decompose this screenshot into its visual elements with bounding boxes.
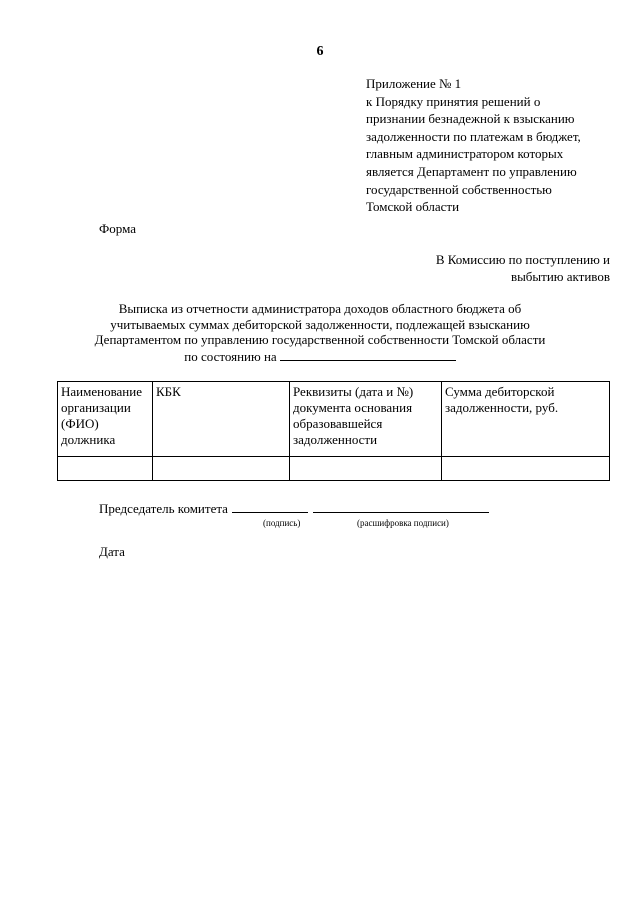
appendix-line: признании безнадежной к взысканию [366, 111, 575, 127]
title-date-line [0, 348, 640, 365]
appendix-line: главным администратором которых [366, 146, 564, 162]
appendix-line: к Порядку принятия решений о [366, 93, 541, 109]
table-header-row [58, 382, 610, 457]
table-cell[interactable] [58, 457, 153, 481]
debt-table [57, 381, 610, 481]
appendix-line: задолженности по платежам в бюджет, [366, 128, 581, 144]
signature-label: Председатель комитета [99, 501, 228, 516]
appendix-line: Приложение № 1 [366, 76, 462, 91]
appendix-line: государственной собственностью [366, 181, 552, 197]
table-cell[interactable] [442, 457, 610, 481]
addressee [436, 252, 610, 285]
date-label: Дата [99, 544, 125, 559]
table-row [58, 457, 610, 481]
signature-decode-caption: (расшифровка подписи) [357, 518, 449, 528]
addressee-line: выбытию активов [510, 268, 610, 284]
page-number: 6 [316, 44, 324, 59]
signature-decode-blank-line[interactable] [313, 500, 489, 513]
table-cell[interactable] [153, 457, 290, 481]
form-label: Форма [99, 221, 136, 236]
column-header-amount: Сумма дебиторской задолженности, руб. [442, 382, 610, 457]
appendix-line: является Департамент по управлению [366, 163, 577, 179]
addressee-line: В Комиссию по поступлению и [435, 252, 610, 267]
signature-caption: (подпись) [263, 518, 301, 528]
signature-block [99, 500, 489, 517]
signature-blank-line[interactable] [232, 500, 308, 513]
table-cell[interactable] [290, 457, 442, 481]
appendix-header [366, 75, 626, 216]
column-header-debtor: Наименование организации (ФИО) должника [58, 382, 153, 457]
appendix-line: Томской области [366, 199, 460, 215]
date-prefix: по состоянию на [184, 348, 277, 364]
document-title [0, 301, 640, 364]
title-line: учитываемых суммах дебиторской задолженности, подлежащей взысканию [110, 316, 530, 332]
date-blank-line[interactable] [280, 348, 456, 361]
column-header-kbk: КБК [153, 382, 290, 457]
column-header-document: Реквизиты (дата и №) документа основания образовавшейся задолженности [290, 382, 442, 457]
title-line: Выписка из отчетности администратора доходов областного бюджета об [118, 301, 522, 316]
title-line: Департаментом по управлению государственной собственности Томской области [94, 332, 546, 347]
